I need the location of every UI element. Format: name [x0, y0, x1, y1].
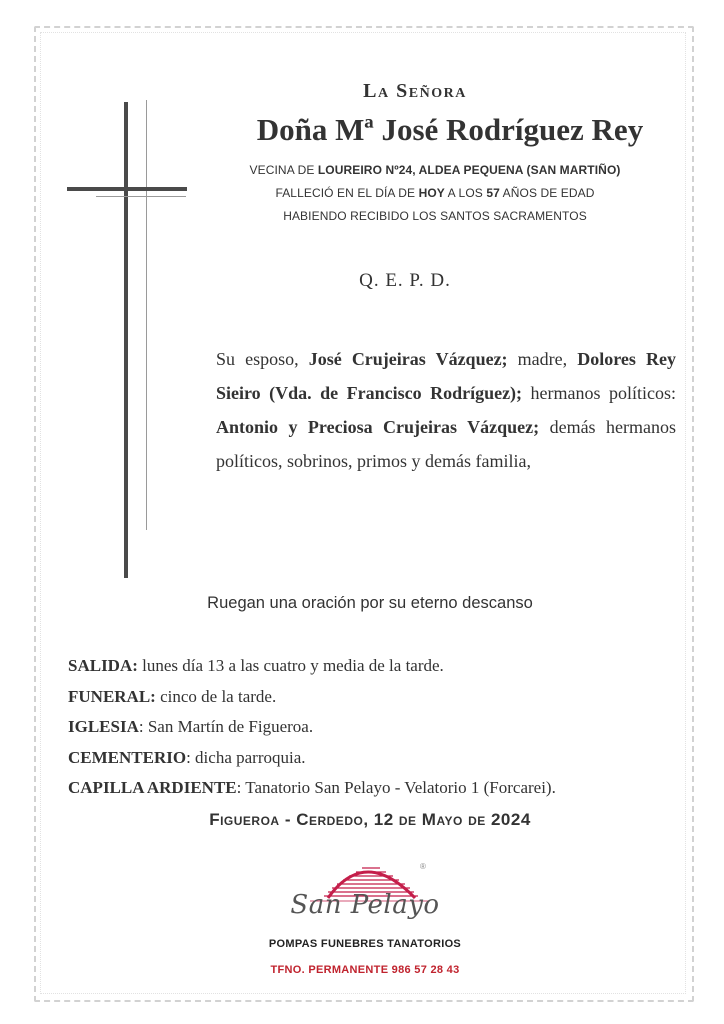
detail-value: cinco de la tarde. — [155, 686, 277, 706]
detail-key: IGLESIA — [68, 717, 139, 736]
san-pelayo-logo — [290, 852, 440, 932]
detail-row-funeral — [68, 683, 688, 714]
detail-row-capilla — [68, 774, 688, 805]
detail-value: : Tanatorio San Pelayo - Velatorio 1 (Forcarei). — [236, 778, 556, 797]
detail-key: CAPILLA ARDIENTE — [68, 778, 237, 797]
prayer-request: Ruegan una oración por su eterno descanso — [207, 594, 533, 612]
family-text: hermanos políticos: — [522, 383, 676, 403]
info-day: HOY — [418, 186, 445, 200]
family-text: Su esposo, — [216, 349, 309, 369]
detail-row-iglesia — [68, 713, 688, 744]
info-line-sacraments: HABIENDO RECIBIDO LOS SANTOS SACRAMENTOS — [283, 209, 587, 223]
info-text: AÑOS DE EDAD — [499, 186, 595, 200]
honorific: La Señora — [363, 80, 467, 102]
logo-text: San Pelayo — [290, 890, 440, 920]
info-line-death — [225, 186, 645, 200]
service-details — [68, 652, 688, 805]
detail-value: : San Martín de Figueroa. — [138, 717, 314, 736]
detail-value: lunes día 13 a las cuatro y media de la tarde. — [137, 656, 444, 675]
deceased-name: Doña Mª José Rodríguez Rey — [256, 112, 644, 147]
cross-icon-shadow-vertical — [146, 100, 147, 530]
info-text: A LOS — [444, 186, 487, 200]
family-paragraph — [216, 342, 676, 478]
detail-key: CEMENTERIO — [68, 747, 187, 767]
family-text: demás hermanos políticos, sobrinos, primos y demás familia, — [216, 417, 676, 471]
detail-value: : dicha parroquia. — [186, 747, 306, 767]
detail-key: FUNERAL: — [68, 686, 156, 706]
cross-icon-shadow-horizontal — [96, 196, 186, 197]
info-age: 57 — [486, 186, 500, 200]
registered-mark: ® — [420, 862, 426, 871]
family-in-laws: Antonio y Preciosa Crujeiras Vázquez; — [216, 417, 540, 437]
place-date: Figueroa - Cerdedo, 12 de Mayo de 2024 — [209, 810, 531, 829]
family-spouse: José Crujeiras Vázquez; — [308, 349, 508, 369]
family-mother: Dolores Rey Sieiro (Vda. de Francisco Rodríguez); — [216, 349, 676, 403]
detail-row-cementerio — [68, 744, 688, 775]
detail-row-salida — [68, 652, 688, 683]
phone-number: TFNO. PERMANENTE 986 57 28 43 — [270, 964, 460, 976]
family-text: madre, — [507, 349, 578, 369]
qepd: Q. E. P. D. — [359, 270, 451, 291]
company-tagline: POMPAS FUNEBRES TANATORIOS — [268, 938, 462, 950]
info-line-residence — [225, 163, 645, 177]
detail-key: SALIDA: — [68, 656, 138, 675]
info-text: VECINA DE — [249, 163, 318, 177]
cross-icon-horizontal — [67, 187, 187, 191]
info-text: FALLECIÓ EN EL DÍA DE — [275, 186, 419, 200]
info-address: LOUREIRO Nº24, ALDEA PEQUENA (SAN MARTIÑO) — [317, 163, 621, 177]
cross-icon-vertical — [124, 102, 128, 578]
